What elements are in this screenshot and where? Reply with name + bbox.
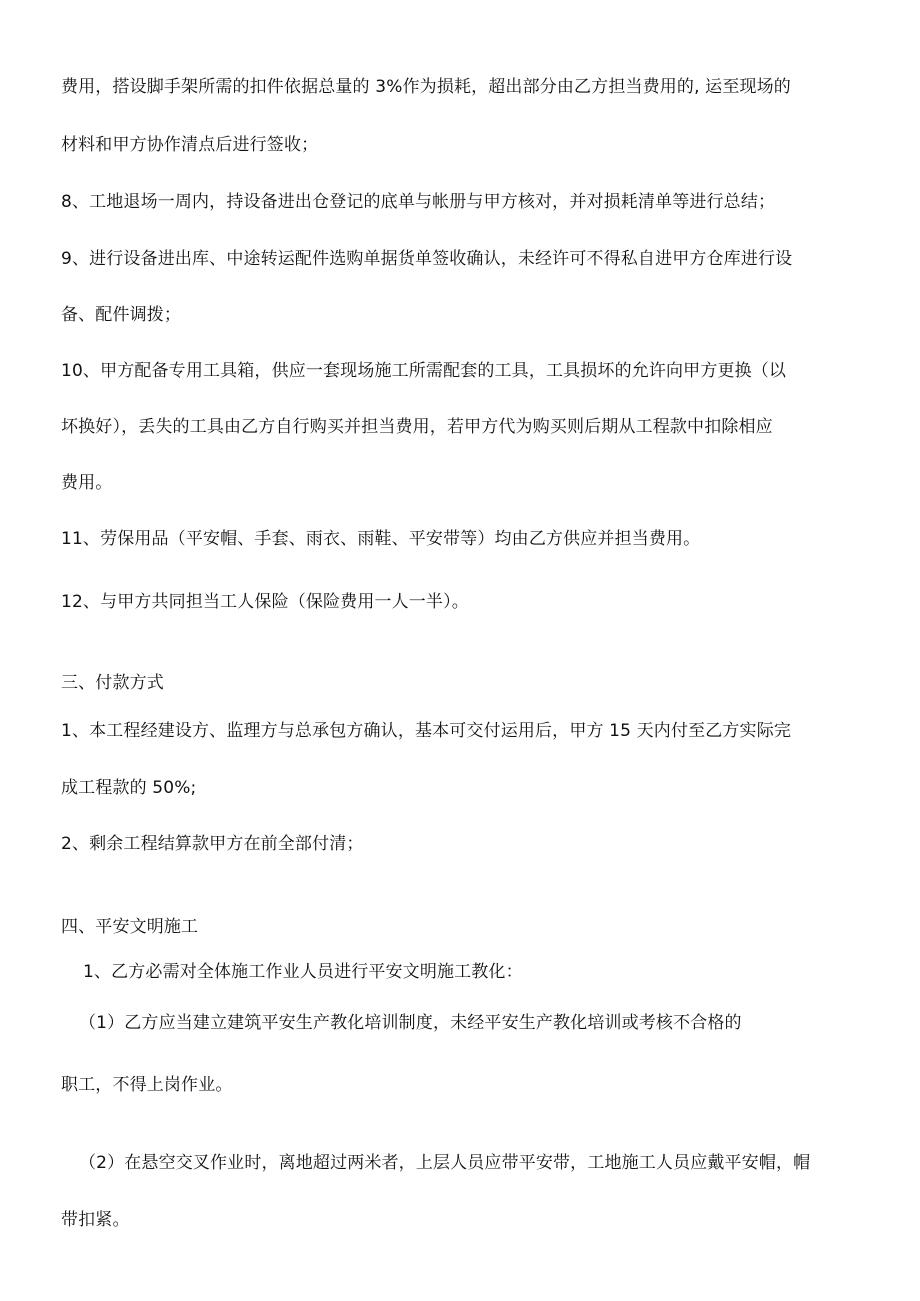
section-heading-payment: 三、付款方式	[61, 673, 164, 693]
safety-subitem-2-line-1: （2）在悬空交叉作业时，离地超过两米者，上层人员应带平安带，工地施工人员应戴平安帽，帽	[79, 1153, 811, 1173]
text-line-1: 费用，搭设脚手架所需的扣件依据总量的 3%作为损耗，超出部分由乙方担当费用的, 运至现场的	[61, 77, 791, 97]
safety-subitem-2-line-2: 带扣紧。	[61, 1210, 130, 1230]
safety-subitem-1-line-2: 职工，不得上岗作业。	[61, 1075, 233, 1095]
payment-item-2-line: 2、剩余工程结算款甲方在前全部付清；	[61, 834, 364, 854]
item-9-line-1: 9、进行设备进出库、中途转运配件选购单据货单签收确认，未经许可不得私自进甲方仓库进行设	[61, 249, 793, 269]
item-8-line: 8、工地退场一周内，持设备进出仓登记的底单与帐册与甲方核对，并对损耗清单等进行总结；	[61, 192, 776, 212]
text-line-2: 材料和甲方协作清点后进行签收；	[61, 135, 319, 155]
safety-item-1-line: 1、乙方必需对全体施工作业人员进行平安文明施工教化：	[83, 962, 523, 982]
item-12-line: 12、与甲方共同担当工人保险（保险费用一人一半）。	[61, 592, 469, 612]
item-11-line: 11、劳保用品（平安帽、手套、雨衣、雨鞋、平安带等）均由乙方供应并担当费用。	[61, 529, 701, 549]
item-10-line-1: 10、甲方配备专用工具箱，供应一套现场施工所需配套的工具，工具损坏的允许向甲方更换（以	[61, 361, 787, 381]
item-9-line-2: 备、配件调拨；	[61, 305, 182, 325]
payment-item-1-line-1: 1、本工程经建设方、监理方与总承包方确认，基本可交付运用后，甲方 15 天内付至乙方实际完	[61, 721, 792, 741]
item-10-line-3: 费用。	[61, 473, 113, 493]
item-10-line-2: 坏换好），丢失的工具由乙方自行购买并担当费用，若甲方代为购买则后期从工程款中扣除相应	[61, 417, 773, 437]
payment-item-1-line-2: 成工程款的 50%;	[61, 778, 197, 798]
safety-subitem-1-line-1: （1）乙方应当建立建筑平安生产教化培训制度，未经平安生产教化培训或考核不合格的	[79, 1013, 742, 1033]
section-heading-safety: 四、平安文明施工	[61, 917, 199, 937]
